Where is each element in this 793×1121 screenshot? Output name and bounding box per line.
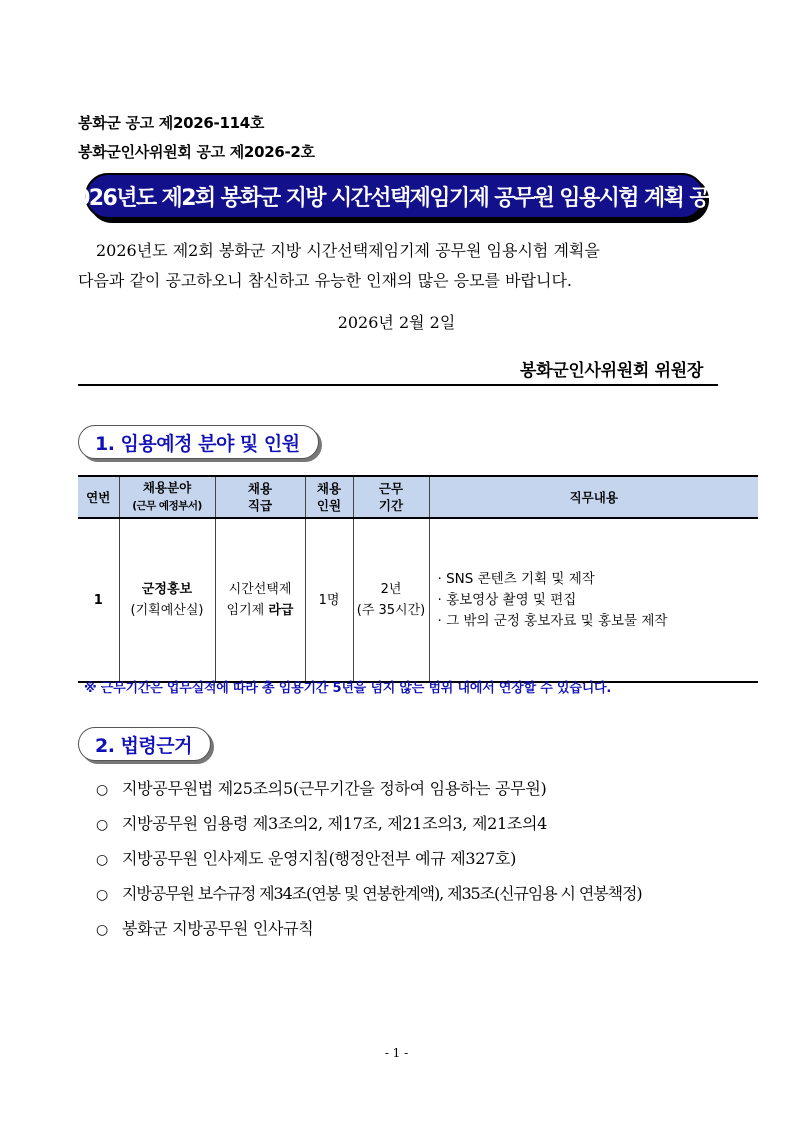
bullet-icon: ○ bbox=[96, 817, 108, 833]
header-no: 연번 bbox=[78, 476, 119, 518]
document-title: 2026년도 제2회 봉화군 지방 시간선택제임기제 공무원 임용시험 계획 공고 bbox=[61, 185, 729, 211]
cell-count: 1명 bbox=[305, 518, 353, 682]
cell-period-1: 2년 bbox=[380, 582, 402, 597]
list-item bbox=[96, 881, 641, 916]
cell-field-dept: (기획예산실) bbox=[130, 603, 204, 618]
bullet-icon: ○ bbox=[96, 887, 108, 903]
header-field-label: 채용분야 bbox=[142, 480, 192, 495]
law-text: 지방공무원 임용령 제3조의2, 제17조, 제21조의3, 제21조의4 bbox=[122, 814, 548, 833]
table-footnote: ※ 근무기간은 업무실적에 따라 총 임용기간 5년을 넘지 않는 범위 내에서 연장할 수 있습니다. bbox=[84, 681, 612, 696]
header-period-1: 근무 bbox=[378, 481, 404, 496]
header-grade-2: 직급 bbox=[247, 498, 273, 513]
section-1-heading bbox=[78, 425, 319, 459]
cell-field bbox=[119, 518, 215, 682]
cell-grade-2-line bbox=[218, 600, 303, 621]
notice-number-county: 봉화군 공고 제2026-114호 bbox=[78, 114, 265, 132]
header-duties: 직무내용 bbox=[429, 476, 758, 518]
list-item bbox=[96, 846, 641, 881]
notice-number-committee: 봉화군인사위원회 공고 제2026-2호 bbox=[78, 143, 315, 161]
list-item bbox=[96, 776, 641, 811]
table-row bbox=[78, 518, 758, 682]
law-text: 지방공무원법 제25조의5(근무기간을 정하여 임용하는 공무원) bbox=[122, 779, 547, 798]
recruitment-table bbox=[78, 475, 758, 683]
header-count bbox=[305, 476, 353, 518]
header-period bbox=[353, 476, 429, 518]
section-2-title: 2. 법령근거 bbox=[95, 734, 192, 757]
legal-basis-list bbox=[96, 776, 641, 951]
cell-duties bbox=[429, 518, 758, 682]
header-field bbox=[119, 476, 215, 518]
header-count-1: 채용 bbox=[316, 481, 342, 496]
law-text: 지방공무원 인사제도 운영지침(행정안전부 예규 제327호) bbox=[122, 849, 517, 868]
header-grade-1: 채용 bbox=[247, 481, 273, 496]
signer: 봉화군인사위원회 위원장 bbox=[520, 361, 703, 381]
intro-paragraph bbox=[78, 236, 718, 296]
table-header-row bbox=[78, 476, 758, 518]
section-2-heading bbox=[78, 727, 211, 761]
list-item bbox=[96, 916, 641, 951]
divider bbox=[78, 384, 718, 386]
duty-item: · 홍보영상 촬영 및 편집 bbox=[437, 591, 577, 608]
bullet-icon: ○ bbox=[96, 782, 108, 798]
bullet-icon: ○ bbox=[96, 852, 108, 868]
duty-item: · 그 밖의 군정 홍보자료 및 홍보물 제작 bbox=[437, 612, 668, 629]
bullet-icon: ○ bbox=[96, 922, 108, 938]
notice-date: 2026년 2월 2일 bbox=[337, 313, 456, 332]
cell-period-2: (주 35시간) bbox=[356, 603, 426, 618]
intro-line-1: 2026년도 제2회 봉화군 지방 시간선택제임기제 공무원 임용시험 계획을 bbox=[96, 241, 600, 260]
cell-no: 1 bbox=[78, 518, 119, 682]
cell-period bbox=[353, 518, 429, 682]
header-count-2: 인원 bbox=[316, 498, 342, 513]
cell-grade-2: 임기제 bbox=[226, 603, 265, 618]
header-grade bbox=[215, 476, 305, 518]
cell-grade-1: 시간선택제 bbox=[228, 582, 292, 597]
header-period-2: 기간 bbox=[378, 498, 404, 513]
cell-grade-3: 라급 bbox=[268, 603, 294, 618]
header-field-sub: (근무 예정부서) bbox=[132, 500, 202, 512]
law-text: 봉화군 지방공무원 인사규칙 bbox=[122, 919, 314, 938]
title-banner bbox=[61, 173, 729, 219]
intro-line-2: 다음과 같이 공고하오니 참신하고 유능한 인재의 많은 응모를 바랍니다. bbox=[78, 271, 572, 290]
duty-item: · SNS 콘텐츠 기획 및 제작 bbox=[437, 570, 595, 587]
section-1-title: 1. 임용예정 분야 및 인원 bbox=[95, 432, 300, 455]
list-item bbox=[96, 811, 641, 846]
law-text: 지방공무원 보수규정 제34조(연봉 및 연봉한계액), 제35조(신규임용 시 연봉책정) bbox=[122, 884, 642, 903]
cell-grade bbox=[215, 518, 305, 682]
cell-field-name: 군정홍보 bbox=[141, 582, 193, 597]
page-number: - 1 - bbox=[384, 1046, 409, 1060]
